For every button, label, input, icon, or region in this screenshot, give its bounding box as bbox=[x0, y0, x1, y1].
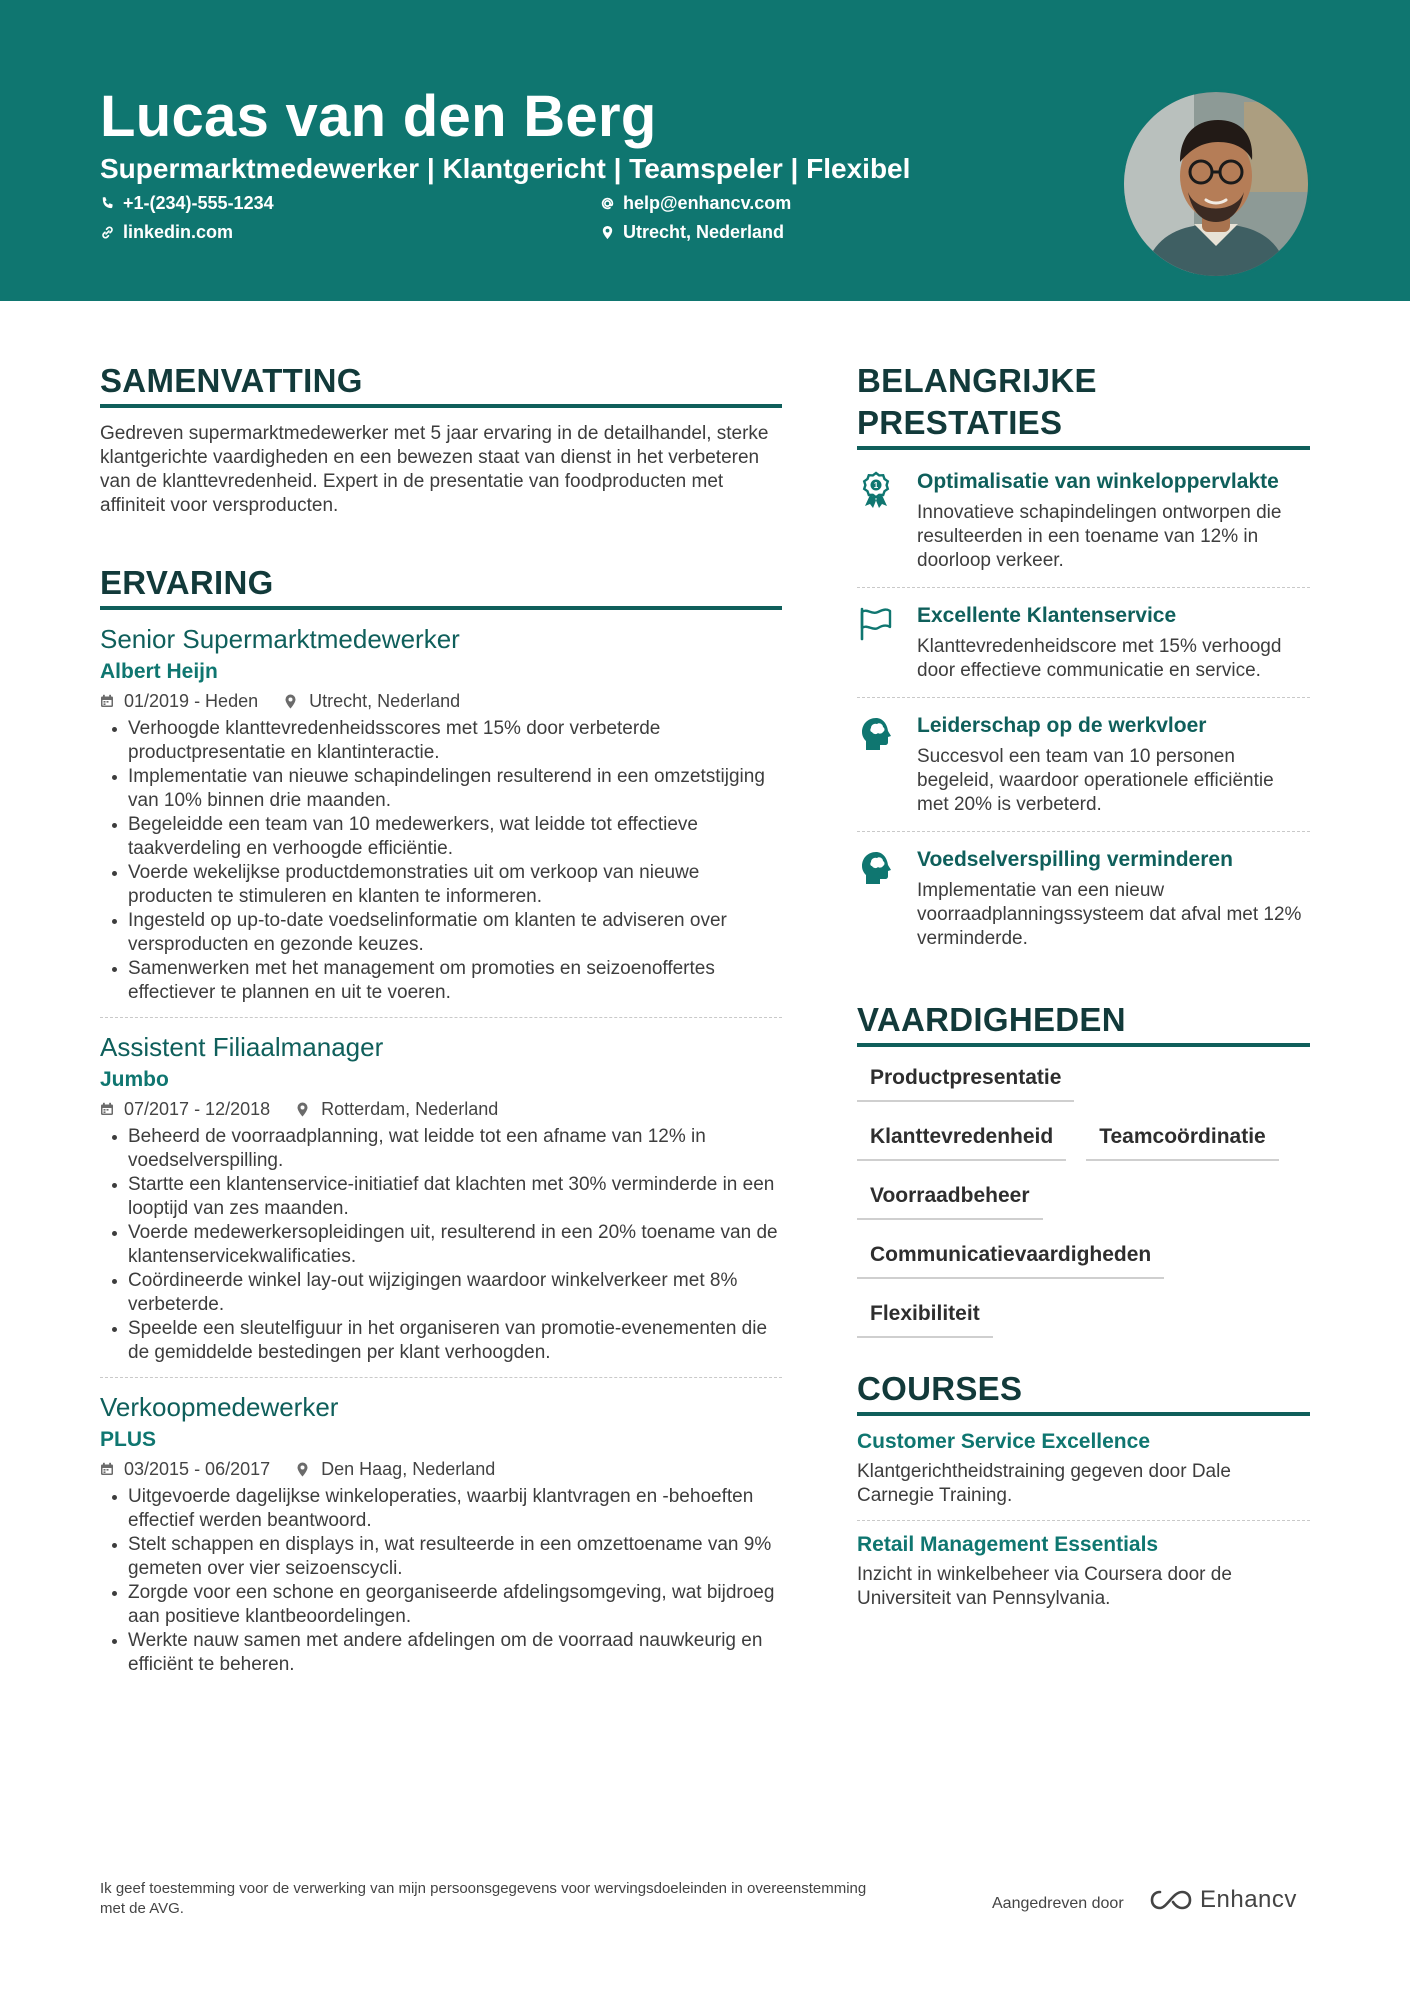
achievement-title: Optimalisatie van winkeloppervlakte bbox=[917, 470, 1279, 493]
profile-photo bbox=[1121, 89, 1311, 279]
job-title: Assistent Filiaalmanager bbox=[100, 1032, 384, 1062]
job-location-text: Utrecht, Nederland bbox=[309, 691, 461, 711]
company-name: PLUS bbox=[100, 1428, 157, 1451]
skill-tag: Teamcoördinatie bbox=[1086, 1116, 1278, 1161]
achievement-description: Klanttevredenheidscore met 15% verhoogd door effectieve communicatie en service. bbox=[917, 636, 1282, 681]
svg-text:1: 1 bbox=[873, 481, 879, 490]
bullet-item: Uitgevoerde dagelijkse winkeloperaties, waarbij klantvragen en -behoeften effectief werden beantwoord. bbox=[100, 1485, 782, 1533]
avatar-illustration bbox=[1124, 92, 1308, 276]
job-bullets bbox=[100, 717, 782, 1005]
achievements-heading: BELANGRIJKE PRESTATIES bbox=[857, 360, 1310, 450]
skills-heading: VAARDIGHEDEN bbox=[857, 999, 1310, 1047]
bullet-item: Beheerd de voorraadplanning, wat leidde tot een afname van 12% in voedselverspilling. bbox=[100, 1125, 782, 1173]
company-name: Jumbo bbox=[100, 1068, 169, 1091]
job-bullets bbox=[100, 1125, 782, 1365]
experience-heading: ERVARING bbox=[100, 562, 782, 610]
achievement-title: Voedselverspilling verminderen bbox=[917, 848, 1233, 871]
course-item bbox=[857, 1521, 1310, 1623]
infinity-logo-icon bbox=[1148, 1888, 1194, 1912]
skill-tag: Communicatievaardigheden bbox=[857, 1234, 1164, 1279]
course-title: Retail Management Essentials bbox=[857, 1533, 1159, 1556]
location-pin-icon bbox=[284, 694, 297, 709]
experience-entry bbox=[100, 1030, 782, 1365]
achievement-description: Succesvol een team van 10 personen begeleid, waardoor operationele efficiëntie met 20% is verbeterd. bbox=[917, 746, 1274, 815]
calendar-icon bbox=[100, 1462, 114, 1476]
job-location bbox=[296, 1457, 495, 1481]
head-brain-icon bbox=[857, 849, 895, 887]
location-pin-icon bbox=[296, 1102, 309, 1117]
job-location bbox=[296, 1097, 498, 1121]
contact-linkedin[interactable] bbox=[100, 220, 233, 244]
bullet-item: Zorgde voor een schone en georganiseerde afdelingsomgeving, wat bijdroeg aan positieve klantbeoordelingen. bbox=[100, 1581, 782, 1629]
gdpr-consent: Ik geef toestemming voor de verwerking van mijn persoonsgegevens voor wervingsdoeleinden in overeenstemming met de AVG. bbox=[100, 1880, 867, 1917]
course-title: Customer Service Excellence bbox=[857, 1430, 1150, 1453]
candidate-name: Lucas van den Berg bbox=[100, 84, 657, 149]
job-location bbox=[284, 689, 460, 713]
contact-location bbox=[600, 220, 784, 244]
bullet-item: Startte een klantenservice-initiatief dat klachten met 30% verminderde in een looptijd van zes maanden. bbox=[100, 1173, 782, 1221]
bullet-item: Voerde wekelijkse productdemonstraties uit om verkoop van nieuwe producten te stimuleren en klanten te informeren. bbox=[100, 861, 782, 909]
bullet-item: Voerde medewerkersopleidingen uit, resulterend in een 20% toename van de klantenservicekwalificaties. bbox=[100, 1221, 782, 1269]
location-pin-icon bbox=[600, 225, 615, 240]
experience-entry bbox=[100, 622, 782, 1005]
bullet-item: Begeleidde een team van 10 medewerkers, wat leidde tot effectieve taakverdeling en verhoogde efficiëntie. bbox=[100, 813, 782, 861]
contact-email[interactable] bbox=[600, 191, 791, 215]
powered-by-label: Aangedreven door bbox=[992, 1895, 1124, 1912]
resume-header bbox=[0, 0, 1410, 301]
skill-tag: Flexibiliteit bbox=[857, 1293, 993, 1338]
achievement-description: Innovatieve schapindelingen ontworpen die resulteerden in een toename van 12% in doorloop verkeer. bbox=[917, 502, 1282, 571]
phone-icon bbox=[100, 196, 115, 211]
achievement-item bbox=[857, 588, 1310, 697]
job-meta bbox=[100, 689, 782, 713]
divider bbox=[100, 1377, 782, 1378]
brand-name: Enhancv bbox=[1200, 1886, 1297, 1913]
location-pin-icon bbox=[296, 1462, 309, 1477]
courses-heading: COURSES bbox=[857, 1368, 1310, 1416]
course-description: Klantgerichtheidstraining gegeven door Dale Carnegie Training. bbox=[857, 1461, 1231, 1506]
at-icon bbox=[600, 196, 615, 211]
job-title: Verkoopmedewerker bbox=[100, 1392, 339, 1422]
linkedin-text: linkedin.com bbox=[123, 222, 234, 242]
bullet-item: Werkte nauw samen met andere afdelingen om de voorraad nauwkeurig en efficiënt te beheren. bbox=[100, 1629, 782, 1677]
job-meta bbox=[100, 1097, 782, 1121]
bullet-item: Implementatie van nieuwe schapindelingen resulterend in een omzetstijging van 10% binnen drie maanden. bbox=[100, 765, 782, 813]
job-bullets bbox=[100, 1485, 782, 1677]
skill-tag: Klanttevredenheid bbox=[857, 1116, 1066, 1161]
summary-text: Gedreven supermarktmedewerker met 5 jaar ervaring in de detailhandel, sterke klantgerichte vaardigheden en een bewezen staat van dienst in het verbeteren van de klanttevredenheid. Expert in de presentatie van foodproducten met affiniteit voor versproducten. bbox=[100, 423, 769, 516]
experience-entry bbox=[100, 1390, 782, 1677]
job-dates: 03/2015 - 06/2017 bbox=[124, 1459, 271, 1479]
location-text: Utrecht, Nederland bbox=[623, 222, 785, 242]
head-brain-icon bbox=[857, 715, 895, 753]
link-icon bbox=[100, 225, 115, 240]
skill-tag: Voorraadbeheer bbox=[857, 1175, 1043, 1220]
achievement-item bbox=[857, 698, 1310, 831]
enhancv-logo[interactable] bbox=[1148, 1885, 1297, 1915]
company-name: Albert Heijn bbox=[100, 660, 218, 683]
summary-heading: SAMENVATTING bbox=[100, 360, 782, 408]
job-dates: 01/2019 - Heden bbox=[124, 691, 259, 711]
calendar-icon bbox=[100, 1102, 114, 1116]
email-text: help@enhancv.com bbox=[623, 193, 792, 213]
skill-tag: Productpresentatie bbox=[857, 1057, 1074, 1102]
course-description: Inzicht in winkelbeheer via Coursera door de Universiteit van Pennsylvania. bbox=[857, 1564, 1232, 1609]
achievement-item bbox=[857, 450, 1310, 587]
course-item bbox=[857, 1416, 1310, 1520]
job-meta bbox=[100, 1457, 782, 1481]
bullet-item: Samenwerken met het management om promoties en seizoenoffertes effectiever te plannen en uit te voeren. bbox=[100, 957, 782, 1005]
achievement-item bbox=[857, 832, 1310, 965]
divider bbox=[100, 1017, 782, 1018]
bullet-item: Verhoogde klanttevredenheidsscores met 15% door verbeterde productpresentatie en klantinteractie. bbox=[100, 717, 782, 765]
achievement-description: Implementatie van een nieuw voorraadplanningssysteem dat afval met 12% verminderde. bbox=[917, 880, 1302, 949]
skills-list bbox=[857, 1057, 1310, 1344]
job-location-text: Rotterdam, Nederland bbox=[321, 1099, 499, 1119]
award-ribbon-icon bbox=[857, 471, 895, 509]
flag-icon bbox=[857, 605, 895, 643]
job-title: Senior Supermarktmedewerker bbox=[100, 624, 460, 654]
calendar-icon bbox=[100, 694, 114, 708]
left-column bbox=[100, 360, 782, 1677]
contact-phone[interactable] bbox=[100, 191, 274, 215]
candidate-tagline: Supermarktmedewerker | Klantgericht | Teamspeler | Flexibel bbox=[100, 153, 911, 184]
achievement-title: Leiderschap op de werkvloer bbox=[917, 714, 1207, 737]
bullet-item: Speelde een sleutelfiguur in het organiseren van promotie-evenementen die de gemiddelde bestedingen per klant verhoogden. bbox=[100, 1317, 782, 1365]
bullet-item: Stelt schappen en displays in, wat resulteerde in een omzettoename van 9% gemeten over vier seizoenscycli. bbox=[100, 1533, 782, 1581]
bullet-item: Coördineerde winkel lay-out wijzigingen waardoor winkelverkeer met 8% verbeterde. bbox=[100, 1269, 782, 1317]
achievement-title: Excellente Klantenservice bbox=[917, 604, 1177, 627]
job-dates: 07/2017 - 12/2018 bbox=[124, 1099, 271, 1119]
bullet-item: Ingesteld op up-to-date voedselinformatie om klanten te adviseren over versproducten en gezonde keuzes. bbox=[100, 909, 782, 957]
right-column bbox=[857, 360, 1310, 1623]
job-location-text: Den Haag, Nederland bbox=[321, 1459, 496, 1479]
phone-text: +1-(234)-555-1234 bbox=[123, 193, 274, 213]
